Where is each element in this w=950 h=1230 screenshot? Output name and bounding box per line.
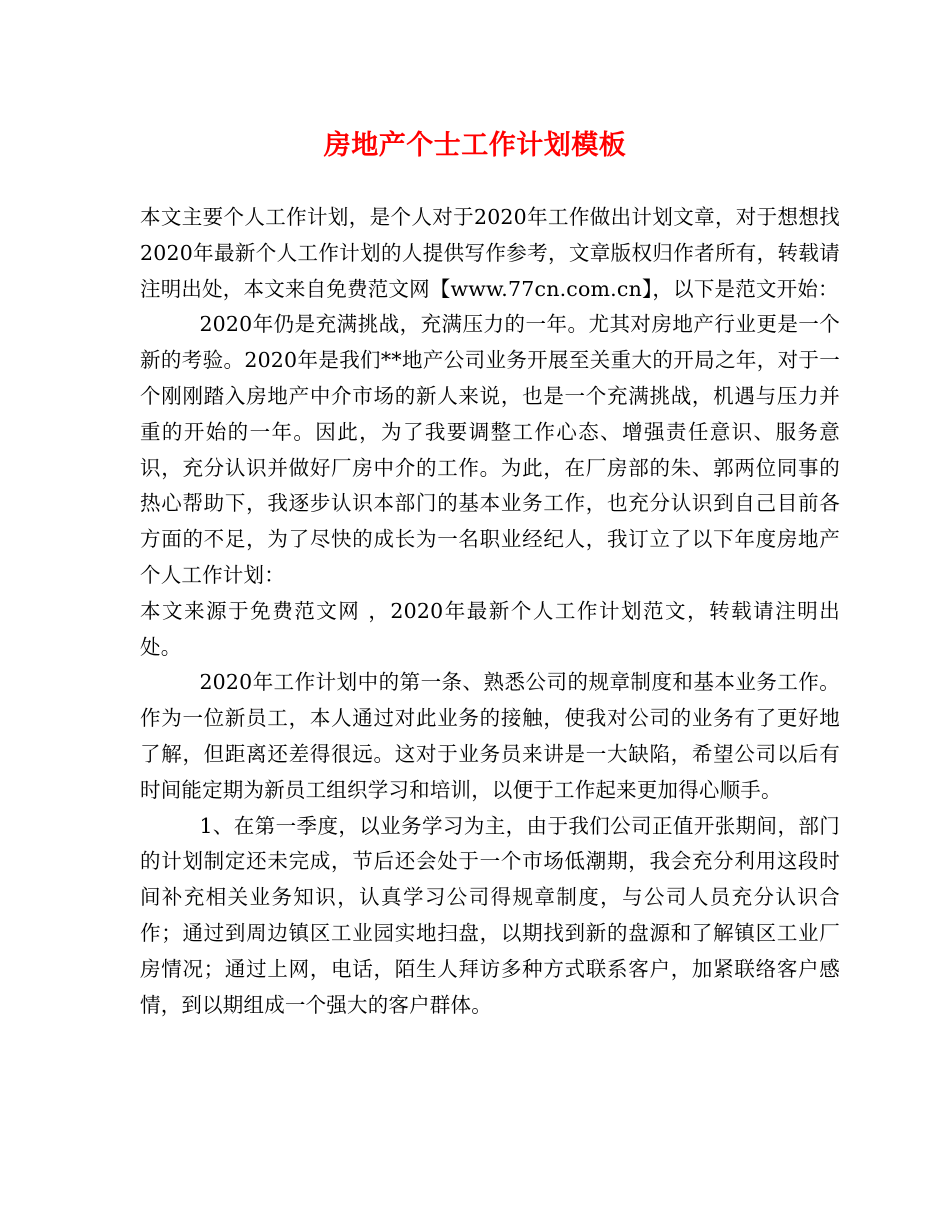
paragraph-overview: 2020年仍是充满挑战，充满压力的一年。尤其对房地产行业更是一个新的考验。2020年是我们**地产公司业务开展至关重大的开局之年，对于一个刚刚踏入房地产中介市场的新人来说，也是一个充满挑战，机遇与压力并重的开始的一年。因此，为了我要调整工作心态、增强责任意识、服务意识，充分认识并做好厂房中介的工作。为此，在厂房部的朱、郭两位同事的热心帮助下，我逐步认识本部门的基本业务工作，也充分认识到自己目前各方面的不足，为了尽快的成长为一名职业经纪人，我订立了以下年度房地产个人工作计划： bbox=[140, 312, 840, 587]
paragraph-source-note: 本文来源于免费范文网 ，2020年最新个人工作计划范文，转载请注明出处。 bbox=[140, 598, 840, 659]
paragraph-intro: 本文主要个人工作计划，是个人对于2020年工作做出计划文章，对于想想找2020年最新个人工作计划的人提供写作参考，文章版权归作者所有，转载请注明出处，本文来自免费范文网【www.77cn.com.cn】，以下是范文开始： bbox=[140, 205, 840, 301]
paragraph-plan-item-1: 2020年工作计划中的第一条、熟悉公司的规章制度和基本业务工作。作为一位新员工，本人通过对此业务的接触，使我对公司的业务有了更好地了解，但距离还差得很远。这对于业务员来讲是一大缺陷，希望公司以后有时间能定期为新员工组织学习和培训，以便于工作起来更加得心顺手。 bbox=[140, 670, 840, 802]
document-body bbox=[140, 200, 840, 1023]
paragraph-first-quarter: 1、在第一季度，以业务学习为主，由于我们公司正值开张期间，部门的计划制定还未完成，节后还会处于一个市场低潮期，我会充分利用这段时间补充相关业务知识，认真学习公司得规章制度，与公司人员充分认识合作；通过到周边镇区工业园实地扫盘，以期找到新的盘源和了解镇区工业厂房情况；通过上网，电话，陌生人拜访多种方式联系客户，加紧联络客户感情，到以期组成一个强大的客户群体。 bbox=[140, 813, 840, 1017]
document-title: 房地产个士工作计划模板 bbox=[323, 130, 627, 161]
